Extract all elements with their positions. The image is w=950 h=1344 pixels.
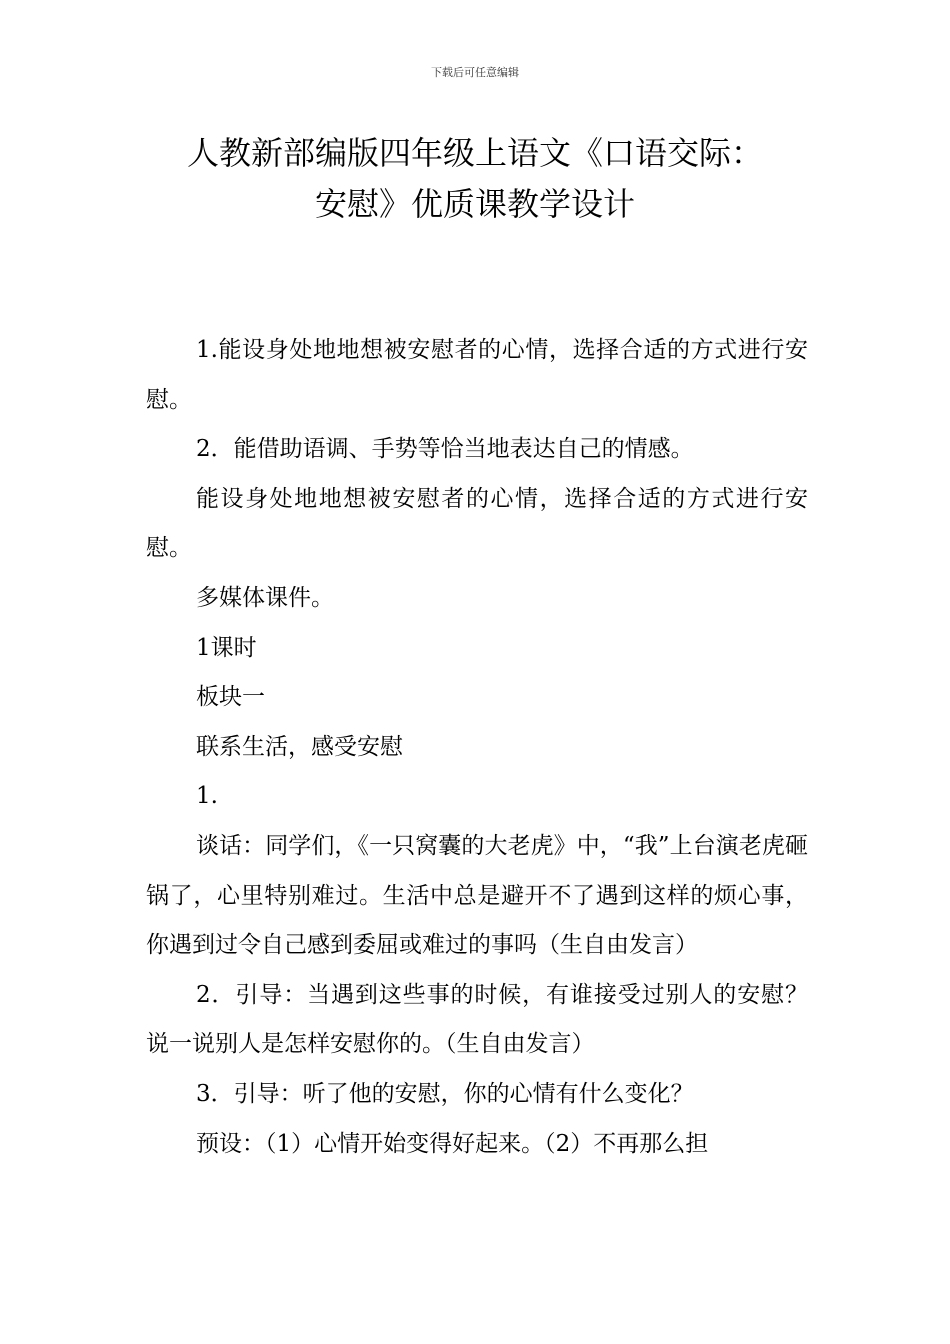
paragraph-preset: 预设：（1）心情开始变得好起来。（2）不再那么担 xyxy=(196,1130,709,1157)
paragraph-step-number: 1. xyxy=(196,783,218,810)
paragraph-guide-3: 3．引导：听了他的安慰，你的心情有什么变化？ xyxy=(196,1080,694,1107)
paragraph-section-label: 板块一 xyxy=(196,684,265,711)
paragraph-talk: 谈话：同学们，《一只窝囊的大老虎》中，“我”上台演老虎砸锅了，心里特别难过。生活中总是避开不了遇到这样的烦心事，你遇到过令自己感到委屈或难过的事吗（生自由发言） xyxy=(146,832,808,959)
paragraph-objective-2: 2．能借助语调、手势等恰当地表达自己的情感。 xyxy=(196,436,694,463)
title-line-2: 安慰》优质课教学设计 xyxy=(314,185,635,223)
title-line-1: 人教新部编版四年级上语文《口语交际： xyxy=(186,134,763,172)
paragraph-key-point: 能设身处地地想被安慰者的心情，选择合适的方式进行安慰。 xyxy=(146,485,808,562)
paragraph-section-title: 联系生活，感受安慰 xyxy=(196,733,403,760)
document-title xyxy=(110,128,840,230)
paragraph-materials: 多媒体课件。 xyxy=(196,584,334,611)
document-body xyxy=(146,326,808,1169)
paragraph-objective-1: 1.能设身处地地想被安慰者的心情，选择合适的方式进行安慰。 xyxy=(146,337,808,413)
header-note: 下载后可任意编辑 xyxy=(431,66,519,79)
paragraph-guide-2: 2．引导：当遇到这些事的时候，有谁接受过别人的安慰？说一说别人是怎样安慰你的。（生自由发言） xyxy=(146,981,808,1058)
paragraph-duration: 1课时 xyxy=(196,634,257,661)
